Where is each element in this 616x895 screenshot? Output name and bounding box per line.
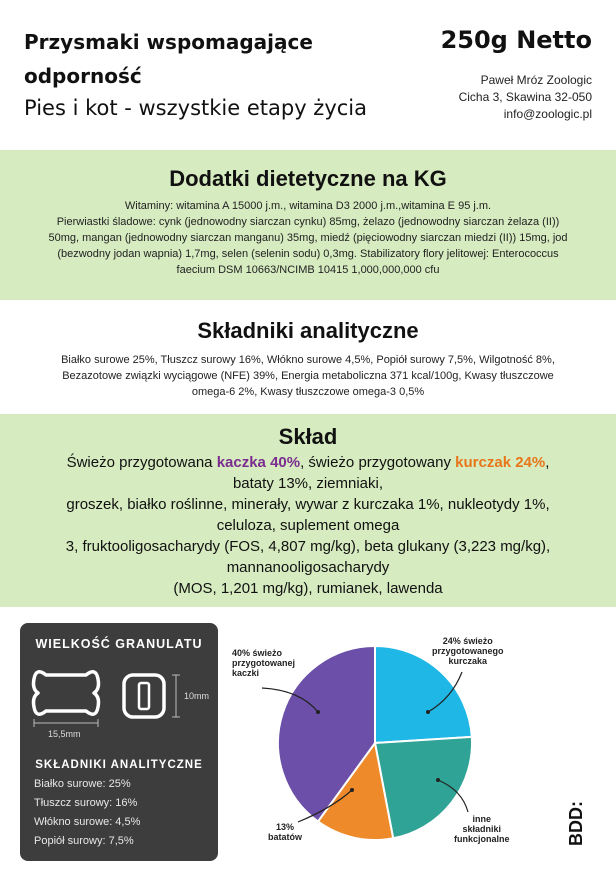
sklad-line: celuloza, suplement omega bbox=[216, 517, 400, 534]
product-title-line2: odporność bbox=[24, 64, 142, 88]
granulat-title: WIELKOŚĆ GRANULATU bbox=[35, 637, 203, 651]
sklad-line: mannanooligosacharydy bbox=[226, 559, 390, 576]
pie-leader-bataty-tip bbox=[350, 788, 354, 792]
sklad-line: bataty 13%, ziemniaki, bbox=[232, 475, 384, 492]
sklad-text-part: , bbox=[545, 454, 550, 471]
card-analit-row: Białko surowe: 25% bbox=[34, 778, 131, 790]
pie-label-line: kurczaka bbox=[448, 656, 488, 666]
product-title-line1: Przysmaki wspomagające bbox=[24, 30, 313, 54]
analityczne-line: Białko surowe 25%, Tłuszcz surowy 16%, Włókno surowe 4,5%, Popiół surowy 7,5%, Wilgotność 8%, bbox=[61, 354, 555, 366]
analityczne-line: omega-6 2%, Kwasy tłuszczowe omega-3 0,5% bbox=[191, 386, 425, 398]
pie-leader-duck-tip bbox=[316, 710, 320, 714]
sklad-title: Skład bbox=[278, 424, 338, 449]
pie-label-line: 40% świeżo bbox=[232, 648, 283, 658]
net-weight: 250g Netto bbox=[440, 26, 592, 54]
pie-label-duck bbox=[232, 648, 295, 678]
pie-label-line: 24% świeżo bbox=[442, 636, 493, 646]
pie-label-line: składniki bbox=[462, 824, 502, 834]
dodatki-line: Pierwiastki śladowe: cynk (jednowodny siarczan cynku) 85mg, żelazo (jednowodny siarczan żelaza (II)) bbox=[56, 216, 560, 228]
dodatki-line: 50mg, mangan (jednowodny siarczan manganu) 35mg, miedź (pięciowodny siarczan miedzi (II)) 15mg, jod bbox=[48, 232, 568, 244]
product-subtitle: Pies i kot - wszystkie etapy życia bbox=[24, 96, 367, 120]
pie-label-bataty bbox=[268, 822, 302, 842]
pie-label-inne bbox=[454, 814, 510, 844]
sklad-text-part: Świeżo przygotowana bbox=[66, 454, 217, 471]
kibble-height-label: 10mm bbox=[184, 691, 210, 701]
card-analit-title: SKŁADNIKI ANALITYCZNE bbox=[35, 759, 203, 771]
pie-leader-inne-tip bbox=[436, 778, 440, 782]
card-analit-row: Włókno surowe: 4,5% bbox=[34, 816, 141, 828]
pie-label-line: batatów bbox=[268, 832, 303, 842]
dodatki-line: (bezwodny jodan wapnia) 1,7mg, selen (selenin sodu) 0,3mg. Stabilizatory flory jelitowej: Enterococcus bbox=[57, 248, 559, 260]
pie-label-line: funkcjonalne bbox=[454, 834, 510, 844]
pie-leader-chicken-tip bbox=[426, 710, 430, 714]
sklad-line: (MOS, 1,201 mg/kg), rumianek, lawenda bbox=[173, 580, 443, 597]
duck-percentage: kaczka 40% bbox=[216, 454, 301, 471]
analityczne-title: Składniki analityczne bbox=[197, 318, 419, 343]
kibble-width-label: 15,5mm bbox=[48, 729, 81, 739]
card-analit-row: Tłuszcz surowy: 16% bbox=[34, 797, 138, 809]
pie-label-line: przygotowanej bbox=[232, 658, 296, 668]
address-line: Cicha 3, Skawina 32-050 bbox=[458, 90, 592, 104]
dodatki-title: Dodatki dietetyczne na KG bbox=[169, 166, 447, 191]
dodatki-line: Witaminy: witamina A 15000 j.m., witamina D3 2000 j.m.,witamina E 95 j.m. bbox=[124, 200, 492, 212]
bdd-label: BDD: bbox=[566, 801, 586, 846]
chicken-percentage: kurczak 24% bbox=[455, 454, 546, 471]
dodatki-line: faecium DSM 10663/NCIMB 10415 1,000,000,000 cfu bbox=[176, 264, 440, 276]
pie-label-line: 13% bbox=[276, 822, 295, 832]
sklad-line: 3, fruktooligosacharydy (FOS, 4,807 mg/kg), beta glukany (3,223 mg/kg), bbox=[65, 538, 551, 555]
sklad-text-part: , świeżo przygotowany bbox=[300, 454, 456, 471]
pie-label-line: kaczki bbox=[232, 668, 260, 678]
pie-label-line: przygotowanego bbox=[432, 646, 504, 656]
pie-label-line: inne bbox=[472, 814, 492, 824]
address-email: info@zoologic.pl bbox=[503, 107, 592, 121]
address-line: Paweł Mróz Zoologic bbox=[480, 73, 592, 87]
pie-label-chicken bbox=[432, 636, 504, 666]
sklad-line: groszek, białko roślinne, minerały, wywar z kurczaka 1%, nukleotydy 1%, bbox=[66, 496, 550, 513]
card-analit-row: Popiół surowy: 7,5% bbox=[34, 835, 134, 847]
analityczne-line: Bezazotowe związki wyciągowe (NFE) 39%, Energia metaboliczna 371 kcal/100g, Kwasy tłuszczowe bbox=[62, 370, 554, 382]
